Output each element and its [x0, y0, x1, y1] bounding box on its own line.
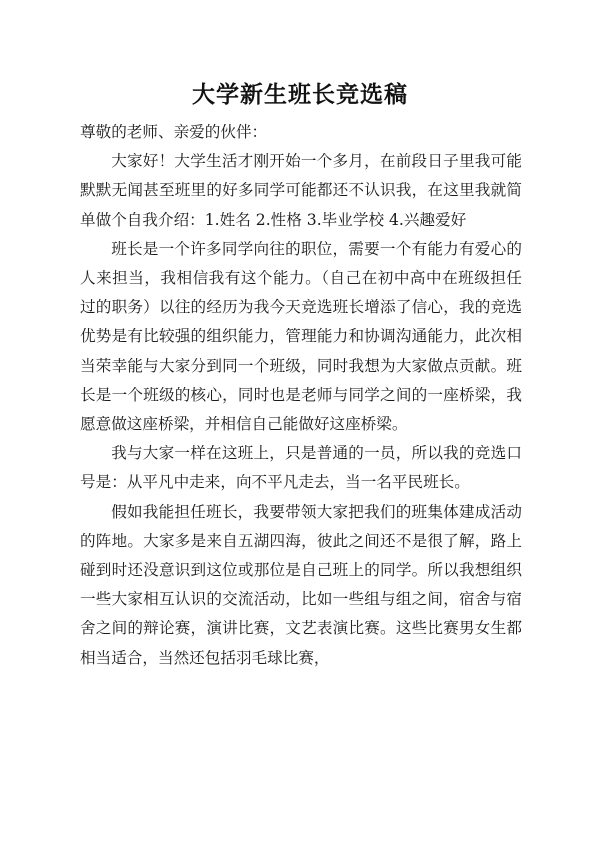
salutation: 尊敬的老师、亲爱的伙伴：	[80, 123, 268, 141]
paragraph-slogan: 我与大家一样在这班上，只是普通的一员，所以我的竞选口号是：从平凡中走来，向不平凡走去，当一名平民班长。	[80, 444, 522, 492]
paragraph-qualifications: 班长是一个许多同学向往的职位，需要一个有能力有爱心的人来担当，我相信我有这个能力。（自己在初中高中在班级担任过的职务）以往的经历为我今天竞选班长增添了信心，我的竞选优势是有比较强的组织能力，管理能力和协调沟通能力，此次相当荣幸能与大家分到同一个班级，同时我想为大家做点贡献。班长是一个班级的核心，同时也是老师与同学之间的一座桥梁，我愿意做这座桥梁，并相信自己能做好这座桥梁。	[80, 239, 522, 434]
paragraph-plans: 假如我能担任班长，我要带领大家把我们的班集体建成活动的阵地。大家多是来自五湖四海，彼此之间还不是很了解，路上碰到时还没意识到这位或那位是自己班上的同学。所以我想组织一些大家相互认识的交流活动，比如一些组与组之间，宿舍与宿舍之间的辩论赛，演讲比赛，文艺表演比赛。这些比赛男女生都相当适合，当然还包括羽毛球比赛，	[80, 502, 522, 667]
document-body	[80, 118, 522, 673]
document-title: 大学新生班长竞选稿	[192, 82, 408, 108]
paragraph-intro: 大家好！大学生活才刚开始一个多月，在前段日子里我可能默默无闻甚至班里的好多同学可能都还不认识我，在这里我就简单做个自我介绍：1.姓名 2.性格 3.毕业学校 4.兴趣爱好	[80, 152, 522, 229]
